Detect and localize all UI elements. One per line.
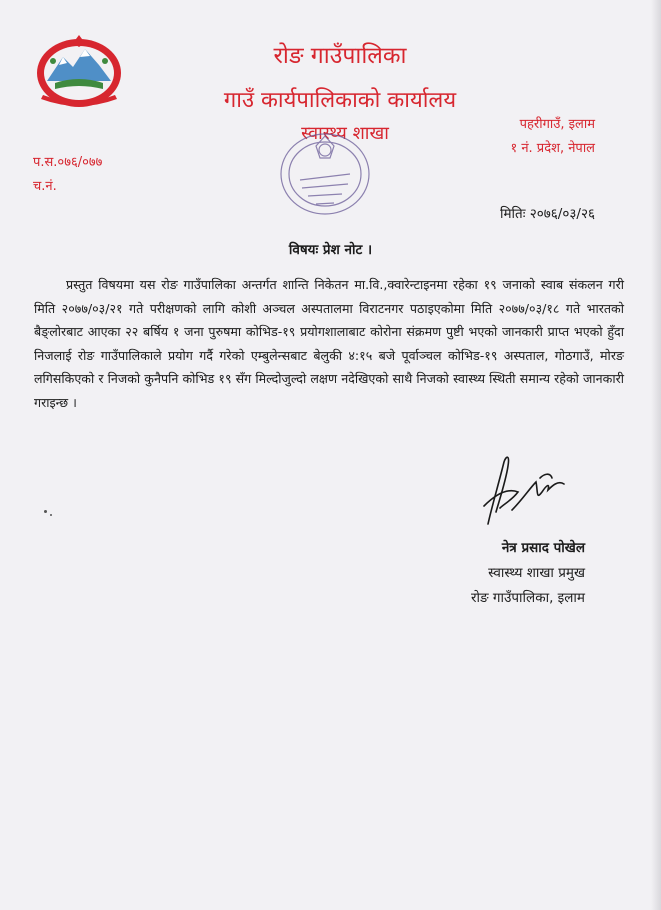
letter-reference-number: प.स.०७६/०७७	[33, 155, 103, 170]
letter-date: मितिः २०७६/०३/२६	[499, 206, 595, 222]
signatory-title: स्वास्थ्य शाखा प्रमुख	[488, 565, 585, 581]
press-note-body: प्रस्तुत विषयमा यस रोङ गाउँपालिका अन्तर्गत शान्ति निकेतन मा.वि.,क्वारेन्टाइनमा रहेका १९ जनाको स्वाब संकलन गरी मिति २०७७/०३/२१ गते परीक्षणको लागि कोशी अञ्चल अस्पतालमा विराटनगर पठाइएकोमा मिति २०७७/०३/१८ गते भारतको बैङ्लोरबाट आएका २२ बर्षिय १ जना पुरुषमा कोभिड-१९ प्रयोगशालाबाट कोरोना संक्रमण पुष्टी भएको जानकारी प्राप्त भएको हुँदा निजलाई रोङ गाउँपालिकाले प्रयोग गर्दै गरेको एम्बुलेन्सबाट बेलुकी ४:१५ बजे पूर्वाञ्चल कोभिड-१९ अस्पताल, गोठगाउँ, मोरङ लगिसकिएको र निजको कुनैपनि कोभिड १९ सँग मिल्दोजुल्दो लक्षण नदेखिएको साथै निजको स्वास्थ्य स्थिती समान्य रहेको जानकारी गराइन्छ ।	[34, 277, 624, 410]
address-line-1: पहरीगाउँ, इलाम	[519, 117, 595, 132]
municipality-title: रोङ गाउँपालिका	[273, 43, 407, 69]
signatory-name: नेत्र प्रसाद पोखेल	[501, 540, 585, 556]
handwritten-signature-icon	[478, 448, 574, 532]
dispatch-number: च.नं.	[33, 179, 57, 194]
nepal-emblem-icon	[33, 33, 125, 111]
subject-line: विषयः प्रेश नोट ।	[288, 242, 373, 258]
page-edge-shadow	[651, 0, 661, 910]
office-stamp-icon	[276, 128, 374, 220]
paper-speck	[44, 510, 47, 513]
address-line-2: १ नं. प्रदेश, नेपाल	[510, 141, 595, 156]
signatory-office: रोङ गाउँपालिका, इलाम	[470, 590, 585, 606]
paper-speck	[50, 514, 52, 516]
office-title: गाउँ कार्यपालिकाको कार्यालय	[223, 88, 457, 113]
branch-title: स्वास्थ्य शाखा	[301, 123, 389, 144]
